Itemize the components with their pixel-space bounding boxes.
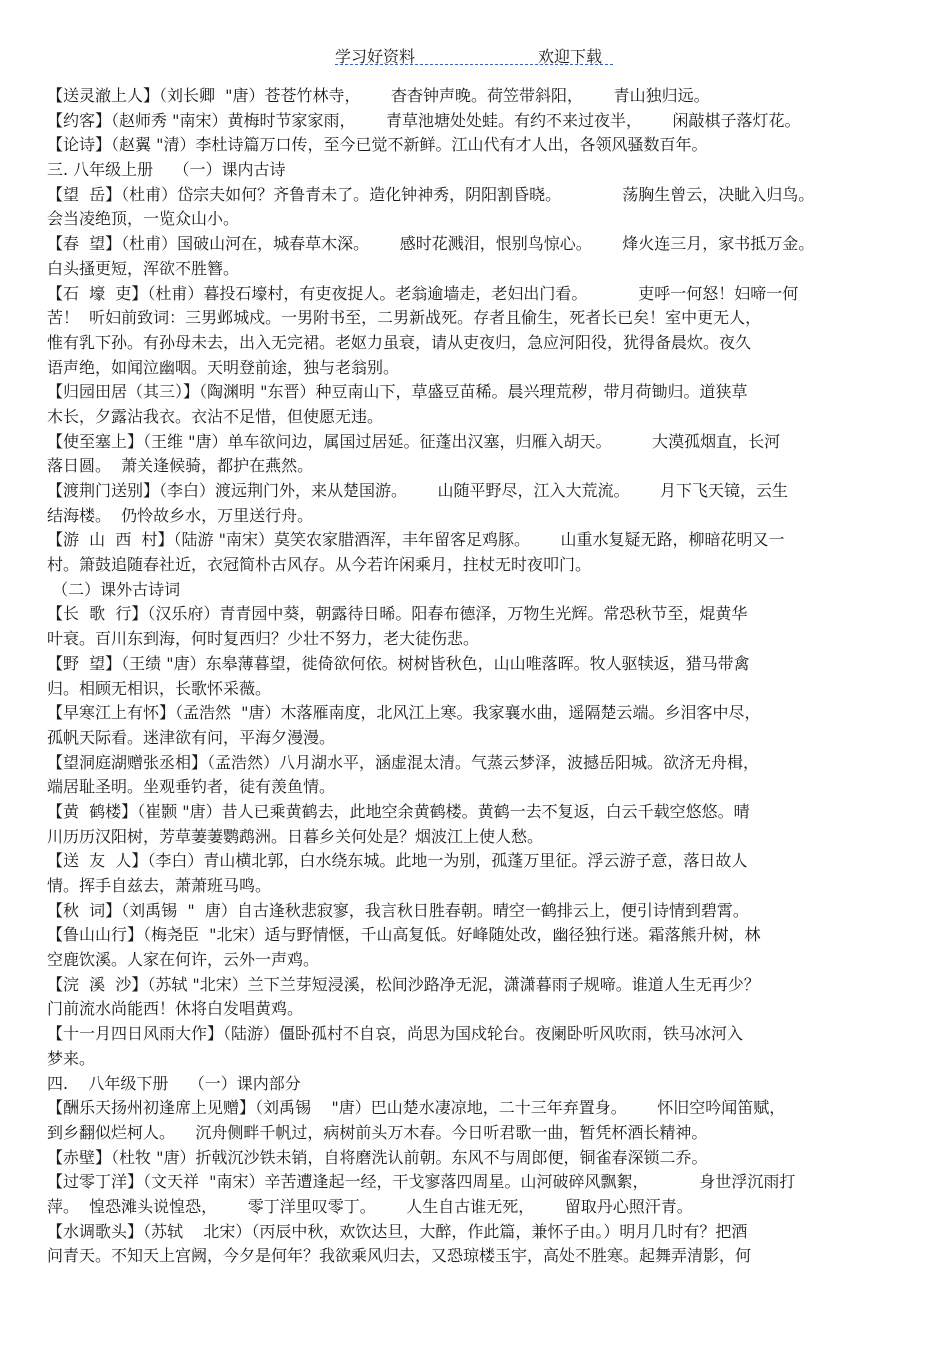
text-line: 梦来。	[47, 1048, 96, 1068]
text-line: 【送 友 人】（李白）青山横北郭，白水绕东城。此地一为别，孤蓬万里征。浮云游子意，落日故人	[47, 851, 748, 871]
text-line: 门前流水尚能西！休将白发唱黄鸡。	[47, 999, 304, 1019]
text-line: 【秋 词】（刘禹锡 " 唐）自古逢秋悲寂寥，我言秋日胜春朝。晴空一鹤排云上，便引诗情到碧霄。	[47, 900, 749, 920]
header-left-text: 学习好资料	[335, 47, 416, 66]
text-line: 【浣 溪 沙】（苏轼 "北宋）兰下兰芽短浸溪，松间沙路净无泥，潇潇暮雨子规啼。谁道人生无再少？	[47, 974, 760, 994]
text-line: 会当凌绝顶，一览众山小。	[47, 209, 240, 229]
text-line: （二）课外古诗词	[47, 579, 181, 599]
text-line: 落日圆。 萧关逢候骑，都护在燕然。	[47, 456, 314, 476]
text-line: 【渡荆门送别】（李白）渡远荆门外，来从楚国游。 山随平野尽，江入大荒流。 月下飞天镜，云生	[47, 481, 789, 500]
text-line: 归。相顾无相识，长歌怀采薇。	[47, 678, 272, 698]
text-line: 【早寒江上有怀】（孟浩然 "唐）木落雁南度，北风江上寒。我家襄水曲，遥隔楚云端。乡泪客中尽，	[47, 703, 761, 723]
text-line: 【野 望】（王绩 "唐）东皋薄暮望，徙倚欲何依。树树皆秋色，山山唯落晖。牧人驱犊返，猎马带禽	[47, 653, 750, 673]
text-line: 【使至塞上】（王维 "唐）单车欲问边，属国过居延。征蓬出汉塞，归雁入胡天。 大漠孤烟直，长河	[47, 431, 781, 451]
text-line: 【十一月四日风雨大作】（陆游）僵卧孤村不自哀，尚思为国戍轮台。夜阑卧听风吹雨，铁马冰河入	[47, 1024, 744, 1044]
text-line: 【赤壁】（杜牧 "唐）折戟沉沙铁未销，自将磨洗认前朝。东风不与周郎便，铜雀春深锁二乔。	[47, 1147, 708, 1167]
text-line: 萍。 惶恐滩头说惶恐， 零丁洋里叹零丁。 人生自古谁无死， 留取丹心照汗青。	[47, 1196, 693, 1216]
text-line: 【黄 鹤楼】（崔颢 "唐）昔人已乘黄鹤去，此地空余黄鹤楼。黄鹤一去不复返，白云千载空悠悠。晴	[47, 801, 750, 821]
text-line: 【鲁山山行】（梅尧臣 "北宋）适与野情惬，千山高复低。好峰随处改，幽径独行迷。霜落熊升树，林	[47, 925, 761, 945]
text-line: 【水调歌头】（苏轼 北宋）（丙辰中秋，欢饮达旦，大醉，作此篇，兼怀子由。）明月几时有？把酒	[47, 1221, 748, 1241]
text-line: 情。挥手自兹去，萧萧班马鸣。	[47, 876, 272, 895]
text-line: 苦！ 听妇前致词：三男邺城戍。一男附书至，二男新战死。存者且偷生，死者长已矣！室中更无人，	[47, 308, 762, 328]
text-line: 村。箫鼓追随春社近，衣冠简朴古风存。从今若许闲乘月，拄杖无时夜叩门。	[47, 555, 592, 575]
text-line: 【论诗】（赵翼 "清）李杜诗篇万口传，至今已觉不新鲜。江山代有才人出，各领风骚数百年。	[47, 135, 708, 155]
text-line: 结海楼。 仍怜故乡水，万里送行舟。	[47, 505, 314, 525]
text-line: 孤帆天际看。迷津欲有问，平海夕漫漫。	[47, 727, 336, 747]
text-line: 【望 岳】（杜甫）岱宗夫如何？齐鲁青未了。造化钟神秀，阴阳割昏晓。 荡胸生曾云，决眦入归鸟。	[47, 184, 815, 204]
text-line: 【春 望】（杜甫）国破山河在，城春草木深。 感时花溅泪，恨别鸟惊心。 烽火连三月，家书抵万金。	[47, 234, 815, 254]
text-line: 惟有乳下孙。有孙母未去，出入无完裙。老妪力虽衰，请从吏夜归，急应河阳役，犹得备晨炊。夜久	[47, 332, 752, 352]
text-line: 端居耻圣明。坐观垂钓者，徒有羡鱼情。	[47, 777, 336, 797]
text-line: 【送灵澈上人】（刘长卿 "唐）苍苍竹林寺， 杳杳钟声晚。荷笠带斜阳， 青山独归远。	[47, 86, 710, 105]
text-line: 【酬乐天扬州初逢席上见赠】（刘禹锡 "唐）巴山楚水凄凉地，二十三年弃置身。 怀旧空吟闻笛赋，	[47, 1098, 786, 1118]
header-underline	[335, 64, 613, 65]
text-line: 叶衰。百川东到海，何时复西归？少壮不努力，老大徒伤悲。	[47, 629, 480, 649]
text-line: 三. 八年级上册 （一）课内古诗	[47, 160, 286, 180]
text-line: 空鹿饮溪。人家在何许，云外一声鸡。	[47, 950, 320, 970]
text-line: 到乡翻似烂柯人。 沉舟侧畔千帆过，病树前头万木春。今日听君歌一曲，暂凭杯酒长精神。	[47, 1122, 708, 1142]
text-line: 四. 八年级下册 （一）课内部分	[47, 1073, 301, 1093]
text-line: 【游 山 西 村】（陆游 "南宋）莫笑农家腊酒浑，丰年留客足鸡豚。 山重水复疑无路，柳暗花明又一	[47, 530, 785, 550]
text-line: 川历历汉阳树，芳草萋萋鹦鹉洲。日暮乡关何处是？烟波江上使人愁。	[47, 826, 544, 846]
text-line: 【望洞庭湖赠张丞相】（孟浩然）八月湖水平，涵虚混太清。气蒸云梦泽，波撼岳阳城。欲济无舟楫，	[47, 752, 760, 772]
text-line: 【长 歌 行】（汉乐府）青青园中葵，朝露待日晞。阳春布德泽，万物生光辉。常恐秋节至，焜黄华	[47, 604, 748, 624]
header-right-text: 欢迎下载	[538, 47, 603, 66]
document-body	[47, 84, 907, 1269]
text-line: 【过零丁洋】（文天祥 "南宋）辛苦遭逢起一经，干戈寥落四周星。山河破碎风飘絮， 身世浮沉雨打	[47, 1172, 796, 1192]
text-line: 【石 壕 吏】（杜甫）暮投石壕村，有吏夜捉人。老翁逾墙走，老妇出门看。 吏呼一何怒！妇啼一何	[47, 283, 799, 303]
text-line: 白头搔更短，浑欲不胜簪。	[47, 258, 240, 278]
text-line: 语声绝，如闻泣幽咽。天明登前途，独与老翁别。	[47, 357, 400, 377]
text-line: 【归园田居（其三）】（陶渊明 "东晋）种豆南山下，草盛豆苗稀。晨兴理荒秽，带月荷锄归。道狭草	[47, 382, 748, 402]
text-line: 木长，夕露沾我衣。衣沾不足惜，但使愿无违。	[47, 406, 384, 426]
text-line: 【约客】（赵师秀 "南宋）黄梅时节家家雨， 青草池塘处处蛙。有约不来过夜半， 闲敲棋子落灯花。	[47, 110, 801, 130]
text-line: 问青天。不知天上宫阙，今夕是何年？我欲乘风归去，又恐琼楼玉宇，高处不胜寒。起舞弄清影，何	[47, 1246, 752, 1266]
